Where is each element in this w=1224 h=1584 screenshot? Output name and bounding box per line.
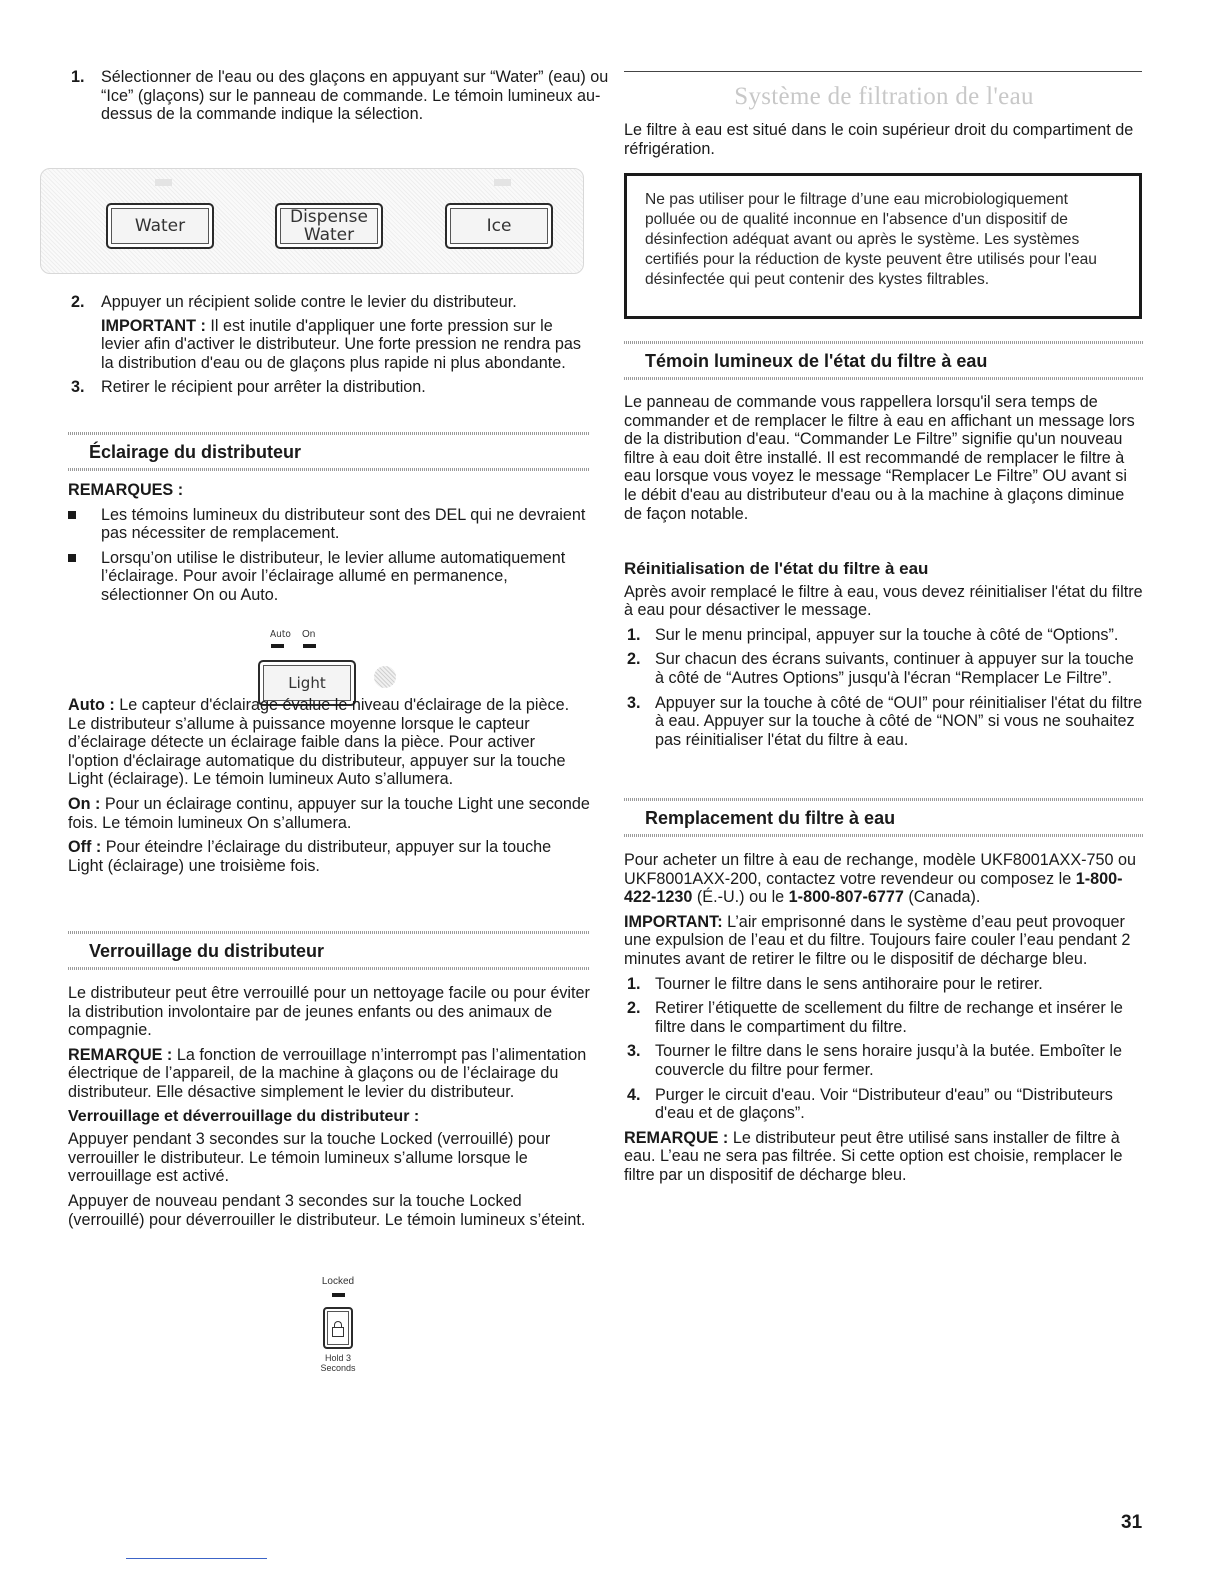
divider	[68, 468, 590, 471]
section-eclairage	[68, 432, 590, 611]
remarques-label: REMARQUES :	[68, 481, 184, 499]
step-2: 2. Appuyer un récipient solide contre le levier du distributeur.	[71, 293, 517, 311]
section-header	[68, 432, 590, 471]
locked-indicator	[332, 1293, 345, 1297]
locked-control-graphic	[308, 1276, 368, 1386]
important-note: IMPORTANT : Il est inutile d'appliquer une forte pression sur le levier afin d'activer le distributeur. Une forte pression ne rendra pas la distribution d'eau ou de glaçons plus rapide ni plus abondante.	[101, 316, 581, 372]
section-title: Éclairage du distributeur	[89, 442, 302, 462]
verrou-subheading: Verrouillage et déverrouillage du distributeur :	[68, 1107, 420, 1125]
temoin-text: Le panneau de commande vous rappellera lorsqu'il sera temps de commander et de remplacer le filtre à eau en affichant un message lors de la distribution d'eau. “Commander Le Filtre” signifie qu'un nouveau filtre à eau doit être installé. Il est recommandé de remplacer le filtre à eau lorsque vous voyez le message “Remplacer Le Filtre” OU avant si le débit d'eau au distributeur d'eau ou à la machine à glaçons diminue de façon notable.	[624, 393, 1135, 523]
section-header	[624, 341, 1144, 380]
phone-us: 1-800-422-1230	[624, 869, 1123, 907]
remplacement-important: IMPORTANT: L’air emprisonné dans le système d’eau peut provoquer une expulsion de l’eau et du filtre. Toujours faire couler l’eau pendant 2 minutes avant de retirer le filtre ou le dispositif de décharge bleu.	[624, 912, 1131, 968]
hold-label: Hold 3 Seconds	[320, 1353, 356, 1373]
light-button[interactable]: Light	[258, 660, 356, 706]
remplacement-remarque: REMARQUE : Le distributeur peut être utilisé sans installer de filtre à eau. L’eau ne sera pas filtrée. Si cette option est choisie, remplacer le filtre par un dispositif de décharge bleu.	[624, 1128, 1123, 1184]
locked-button[interactable]	[323, 1307, 353, 1349]
verrou-lock-text: Appuyer pendant 3 secondes sur la touche Locked (verrouillé) pour verrouiller le distributeur. Le témoin lumineux s’allume lorsque le verrouillage est activé.	[68, 1130, 551, 1186]
footer-rule	[126, 1558, 267, 1559]
top-rule	[624, 71, 1142, 72]
remplacement-step-3: 3. Tourner le filtre dans le sens horaire jusqu’à la butée. Emboîter le couvercle du filtre pour fermer.	[627, 1042, 1122, 1079]
locked-label: Locked	[321, 1276, 355, 1287]
filter-intro: Le filtre à eau est situé dans le coin supérieur droit du compartiment de réfrigération.	[624, 121, 1134, 158]
section-header	[624, 798, 1144, 837]
page-heading: Système de filtration de l'eau	[734, 83, 1034, 110]
section-title: Remplacement du filtre à eau	[645, 808, 896, 828]
light-modes	[68, 696, 590, 881]
lock-icon	[332, 1321, 344, 1336]
reinit-step-3: 3. Appuyer sur la touche à côté de “OUI” pour réinitialiser l'état du filtre à eau. Appuyer sur la touche à côté de “NON” si vous ne souhaitez pas réinitialiser l'état du filtre à eau.	[627, 693, 1143, 749]
divider	[624, 377, 1144, 380]
steps-2-3	[68, 293, 590, 403]
verrou-unlock-text: Appuyer de nouveau pendant 3 secondes sur la touche Locked (verrouillé) pour déverrouiller le distributeur. Le témoin lumineux s’éteint.	[68, 1191, 586, 1229]
divider	[624, 834, 1144, 837]
ice-button[interactable]: Ice	[445, 203, 553, 249]
section-remplacement	[624, 798, 1144, 1191]
section-verrouillage	[68, 931, 590, 1235]
remplacement-intro: Pour acheter un filtre à eau de rechange, modèle UKF8001AXX-750 ou UKF8001AXX-200, contactez votre revendeur ou composez le 1-800-422-1230 (É.-U.) ou le 1-800-807-6777 (Canada).	[624, 851, 1137, 907]
section-reinit	[624, 560, 1144, 755]
light-sensor-icon	[374, 666, 396, 688]
remplacement-step-2: 2. Retirer l’étiquette de scellement du filtre de rechange et insérer le filtre dans le compartiment du filtre.	[627, 999, 1123, 1036]
auto-indicator	[271, 644, 284, 648]
page-number: 31	[1121, 1512, 1143, 1533]
verrou-intro: Le distributeur peut être verrouillé pour un nettoyage facile ou pour éviter la distribution involontaire par de jeunes enfants ou des animaux de compagnie.	[68, 984, 590, 1040]
verrou-remarque: REMARQUE : La fonction de verrouillage n’interrompt pas l’alimentation électrique de l’appareil, de la machine à glaçons ou de l’éclairage du distributeur. Elle désactive simplement le levier du distributeur.	[68, 1045, 587, 1101]
bullet-icon	[68, 511, 76, 519]
ice-indicator	[494, 179, 511, 186]
section-title: Verrouillage du distributeur	[89, 941, 325, 961]
step-3: 3. Retirer le récipient pour arrêter la distribution.	[71, 378, 426, 397]
water-button[interactable]: Water	[106, 203, 214, 249]
bullet-item: Les témoins lumineux du distributeur sont des DEL qui ne devraient pas nécessiter de remplacement.	[68, 506, 590, 543]
section-temoin	[624, 341, 1144, 529]
on-label: On	[302, 629, 316, 640]
water-indicator	[155, 179, 172, 186]
bullet-icon	[68, 554, 76, 562]
auto-label: Auto	[270, 629, 291, 640]
on-indicator	[303, 644, 316, 648]
dispenser-control-panel	[40, 168, 584, 274]
bullet-item: Lorsqu’on utilise le distributeur, le levier allume automatiquement l’éclairage. Pour avoir l’éclairage allumé en permanence, sélectionner On ou Auto.	[68, 549, 590, 605]
off-mode-text: Off : Pour éteindre l’éclairage du distributeur, appuyer sur la touche Light (éclairage) une troisième fois.	[68, 838, 552, 875]
section-header	[68, 931, 590, 970]
reinit-step-1: 1. Sur le menu principal, appuyer sur la touche à côté de “Options”.	[627, 625, 1119, 644]
divider	[68, 967, 590, 970]
step-1: 1. Sélectionner de l'eau ou des glaçons en appuyant sur “Water” (eau) ou “Ice” (glaçons) sur le panneau de commande. Le témoin lumineux au-dessus de la commande indique la sélection.	[71, 68, 609, 124]
remplacement-step-4: 4. Purger le circuit d'eau. Voir “Distributeur d'eau” ou “Distributeurs d'eau et de glaçons”.	[627, 1085, 1113, 1123]
remplacement-step-1: 1. Tourner le filtre dans le sens antihoraire pour le retirer.	[627, 974, 1043, 993]
reinit-step-2: 2. Sur chacun des écrans suivants, continuer à appuyer sur la touche à côté de “Autres Options” jusqu'à l'écran “Remplacer Le Filtre”.	[627, 650, 1134, 687]
reinit-title: Réinitialisation de l'état du filtre à eau	[624, 559, 929, 578]
warning-text: Ne pas utiliser pour le filtrage d’une eau microbiologiquement polluée ou de qualité inconnue en l'absence d'un dispositif de désinfection adéquat avant ou après le système. Les systèmes certifiés pour la réduction de kyste peuvent être utilisés pour l'eau désinfectée qui peut contenir des kystes filtrables.	[645, 191, 1097, 288]
dispense-water-button[interactable]: Dispense Water	[275, 203, 383, 249]
reinit-intro: Après avoir remplacé le filtre à eau, vous devez réinitialiser l'état du filtre à eau pour désactiver le message.	[624, 582, 1143, 620]
phone-canada: 1-800-807-6777	[788, 888, 904, 907]
warning-box	[624, 173, 1142, 319]
on-mode-text: On : Pour un éclairage continu, appuyer sur la touche Light une seconde fois. Le témoin lumineux On s’allumera.	[68, 794, 590, 832]
section-title: Témoin lumineux de l'état du filtre à eau	[645, 351, 988, 371]
auto-mode-text: Auto : Le capteur d'éclairage évalue le niveau d'éclairage de la pièce. Le distributeur s’allume à puissance moyenne lorsque le capteur d’éclairage détecte un éclairage faible dans la pièce. Pour activer l'option d'éclairage automatique du distributeur, appuyer sur la touche Light (éclairage). Le témoin lumineux Auto s’allumera.	[68, 696, 570, 789]
